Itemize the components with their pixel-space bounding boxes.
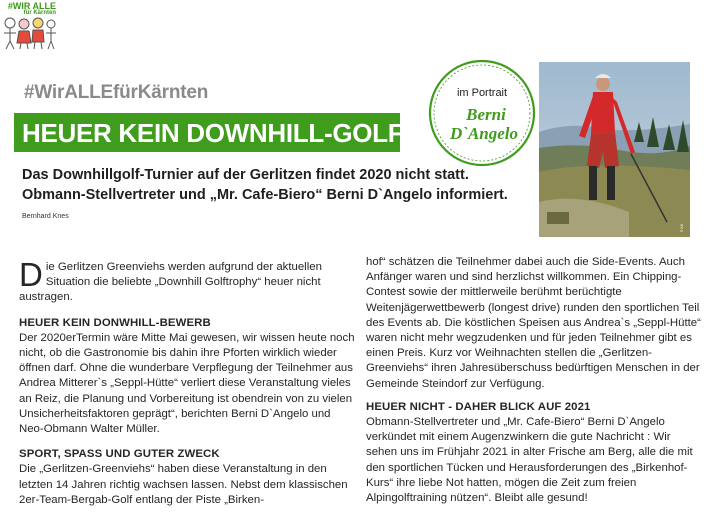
lead-text: Das Downhillgolf-Turnier auf der Gerlitzen findet 2020 nicht statt. Obmann-Stellvertreter und „Mr. Cafe-Biero“ Berni D`Angelo informiert. — [22, 167, 508, 203]
author-byline: Bernhard Knes — [22, 213, 69, 220]
children-icon — [2, 15, 58, 51]
portrait-label: im Portrait — [456, 87, 508, 99]
portrait-name-line2: D`Angelo — [450, 124, 518, 143]
subheading-1: HEUER KEIN DONWHILL-BEWERB — [19, 316, 211, 329]
paragraph-1: Der 2020erTermin wäre Mitte Mai gewesen, wir wissen heute noch nicht, ob die Gastronomie bis dahin ihre Pforten wirklich wieder öffnen darf. Ohne die wunderbare Verpflegung der Teilnehmer aus Andrea Mitterer`s „Seppl-Hütte“ verliert diese Veranstaltung vieles an Reiz, die Planung und Vorbereitung ist obendrein von zu vielen Unsicherheitsfaktoren geprägt“, berichten Berni D`Angelo und Neo-Obmann Walter Müller. — [19, 331, 355, 436]
paragraph-3: hof“ schätzen die Teilnehmer dabei auch die Side-Events. Auch Anfänger waren und sind herzlichst willkommen. Ein Chipping-Contest sowie der mittlerweile berühmt berüchtigte Weitenjägerwettbewerb (longest drive) runden den sportlichen Teil des Events ab. Die köstlichen Speisen aus Andrea`s „Seppl-Hütte“ waren nicht mehr wegzudenken und für jeden Teilnehmer gibt es einen Preis. Kurz vor Weihnachten stellen die „Gerlitzen-Greenviehs“ ihren Jahresüberschuss bedürftigen Menschen in der Gemeinde Steindorf zur Verfügung. — [366, 256, 701, 390]
intro-paragraph — [19, 256, 355, 306]
lead-paragraph — [22, 166, 522, 227]
subheading-2: SPORT, SPASS UND GUTER ZWECK — [19, 448, 220, 461]
logo-line1: #WIR ALLE — [7, 1, 56, 11]
subheading-3: HEUER NICHT - DAHER BLICK AUF 2021 — [366, 400, 591, 413]
headline: HEUER KEIN DOWNHILL-GOLF — [22, 118, 404, 148]
drop-cap: D — [19, 256, 43, 293]
article-column-1 — [19, 256, 355, 508]
photo-credit: © KK — [680, 223, 684, 232]
golfer-photo — [539, 62, 690, 237]
article-column-2 — [366, 255, 702, 506]
intro-text: ie Gerlitzen Greenviehs werden aufgrund der aktuellen Situation die beliebte „Downhill Golftrophy“ heuer nicht austragen. — [19, 261, 322, 304]
wir-alle-logo — [2, 0, 60, 52]
hashtag-kicker: #WirALLEfürKärnten — [24, 82, 209, 103]
portrait-name-line1: Berni — [466, 105, 506, 124]
paragraph-4: Obmann-Stellvertreter und „Mr. Cafe-Biero“ Berni D`Angelo verkündet mit einem Augenzwinkern die gute Nachricht : Wir sehen uns im Frühjahr 2021 in alter Frische am Berg, alle die mit den sportlichen Tücken und Herausforderungen des „Birkenhof-Kurs“ ihre liebe Not hatten, mögen die Zeit zum freien Alpingolftraining nützen“. Bleibt alle gesund! — [366, 416, 693, 505]
portrait-stamp — [426, 57, 538, 169]
paragraph-2: Die „Gerlitzen-Greenviehs“ haben diese Veranstaltung in den letzten 14 Jahren richtig wachsen lassen. Nebst dem klassischen 2er-Team-Bergab-Golf entlang der Piste „Birken- — [19, 463, 348, 506]
logo-line2: für Kärnten — [23, 10, 56, 16]
